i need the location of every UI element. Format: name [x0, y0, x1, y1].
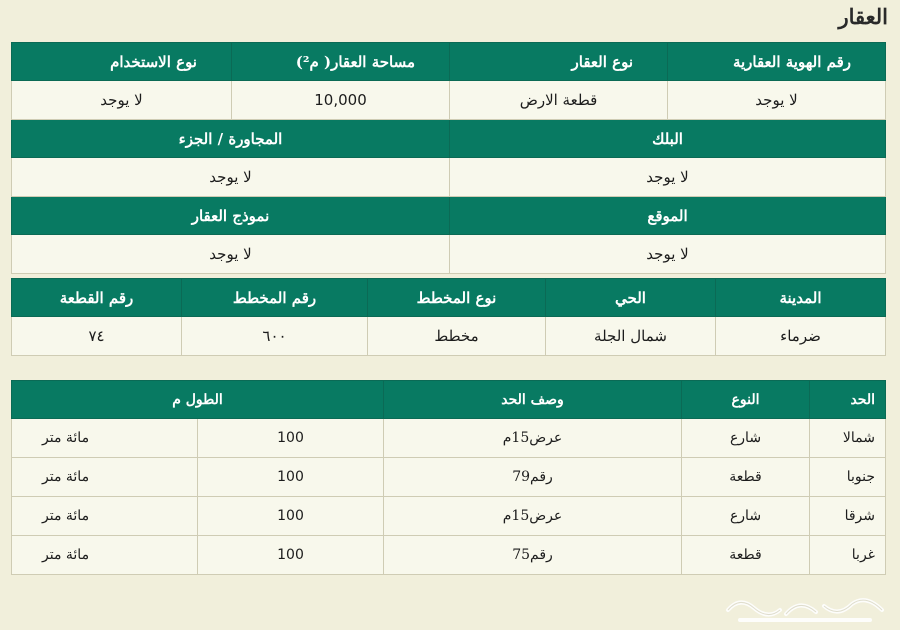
value-property-id: لا يوجد: [668, 81, 886, 120]
boundary-description: رقم75: [384, 536, 682, 575]
boundary-side: غربا: [810, 536, 886, 575]
value-plan-type: مخطط: [368, 317, 546, 356]
value-district: شمال الجلة: [546, 317, 716, 356]
table-row: [12, 536, 886, 575]
property-header-row-2: [12, 120, 886, 158]
table-row: [12, 419, 886, 458]
property-value-row-2: [12, 158, 886, 197]
boundary-type: قطعة: [682, 536, 810, 575]
header-boundary: الحد: [810, 381, 886, 419]
property-header-row-3: [12, 197, 886, 235]
property-value-row-3: [12, 235, 886, 274]
haraj-logo-watermark-icon: [720, 588, 895, 628]
header-boundary-type: النوع: [682, 381, 810, 419]
header-block: البلك: [450, 120, 886, 158]
value-city: ضرماء: [716, 317, 886, 356]
boundaries-header-row: [12, 381, 886, 419]
value-plan-number: ٦٠٠: [182, 317, 368, 356]
header-plan-type: نوع المخطط: [368, 279, 546, 317]
value-plot-number: ٧٤: [12, 317, 182, 356]
header-length: الطول م: [12, 381, 384, 419]
header-neighborhood-part: المجاورة / الجزء: [12, 120, 450, 158]
boundary-type: شارع: [682, 497, 810, 536]
value-property-model: لا يوجد: [12, 235, 450, 274]
plan-value-row: [12, 317, 886, 356]
property-table: [11, 42, 886, 274]
header-property-model: نموذج العقار: [12, 197, 450, 235]
plan-table: [11, 278, 886, 356]
boundary-length-text: مائة متر: [12, 458, 198, 497]
boundary-length: 100: [198, 497, 384, 536]
table-row: [12, 458, 886, 497]
header-plot-number: رقم القطعة: [12, 279, 182, 317]
header-location: الموقع: [450, 197, 886, 235]
boundary-length: 100: [198, 536, 384, 575]
boundary-description: عرض15م: [384, 497, 682, 536]
boundary-description: عرض15م: [384, 419, 682, 458]
boundary-length-text: مائة متر: [12, 536, 198, 575]
header-property-id: رقم الهوية العقارية: [668, 43, 886, 81]
boundary-type: شارع: [682, 419, 810, 458]
header-plan-number: رقم المخطط: [182, 279, 368, 317]
boundary-side: شمالا: [810, 419, 886, 458]
value-block: لا يوجد: [450, 158, 886, 197]
boundary-length-text: مائة متر: [12, 419, 198, 458]
header-usage-type: نوع الاستخدام: [12, 43, 232, 81]
boundary-length: 100: [198, 419, 384, 458]
boundary-length-text: مائة متر: [12, 497, 198, 536]
value-property-area: 10,000: [232, 81, 450, 120]
property-header-row-1: [12, 43, 886, 81]
plan-header-row: [12, 279, 886, 317]
boundary-side: جنوبا: [810, 458, 886, 497]
table-row: [12, 497, 886, 536]
property-value-row-1: [12, 81, 886, 120]
header-city: المدينة: [716, 279, 886, 317]
boundary-length: 100: [198, 458, 384, 497]
header-property-area: مساحة العقار( م²): [232, 43, 450, 81]
boundaries-table: [11, 380, 886, 575]
value-neighborhood-part: لا يوجد: [12, 158, 450, 197]
value-location: لا يوجد: [450, 235, 886, 274]
value-usage-type: لا يوجد: [12, 81, 232, 120]
header-property-type: نوع العقار: [450, 43, 668, 81]
boundary-description: رقم79: [384, 458, 682, 497]
boundary-type: قطعة: [682, 458, 810, 497]
header-boundary-description: وصف الحد: [384, 381, 682, 419]
value-property-type: قطعة الارض: [450, 81, 668, 120]
boundary-side: شرقا: [810, 497, 886, 536]
page-title: العقار: [838, 4, 888, 29]
header-district: الحي: [546, 279, 716, 317]
